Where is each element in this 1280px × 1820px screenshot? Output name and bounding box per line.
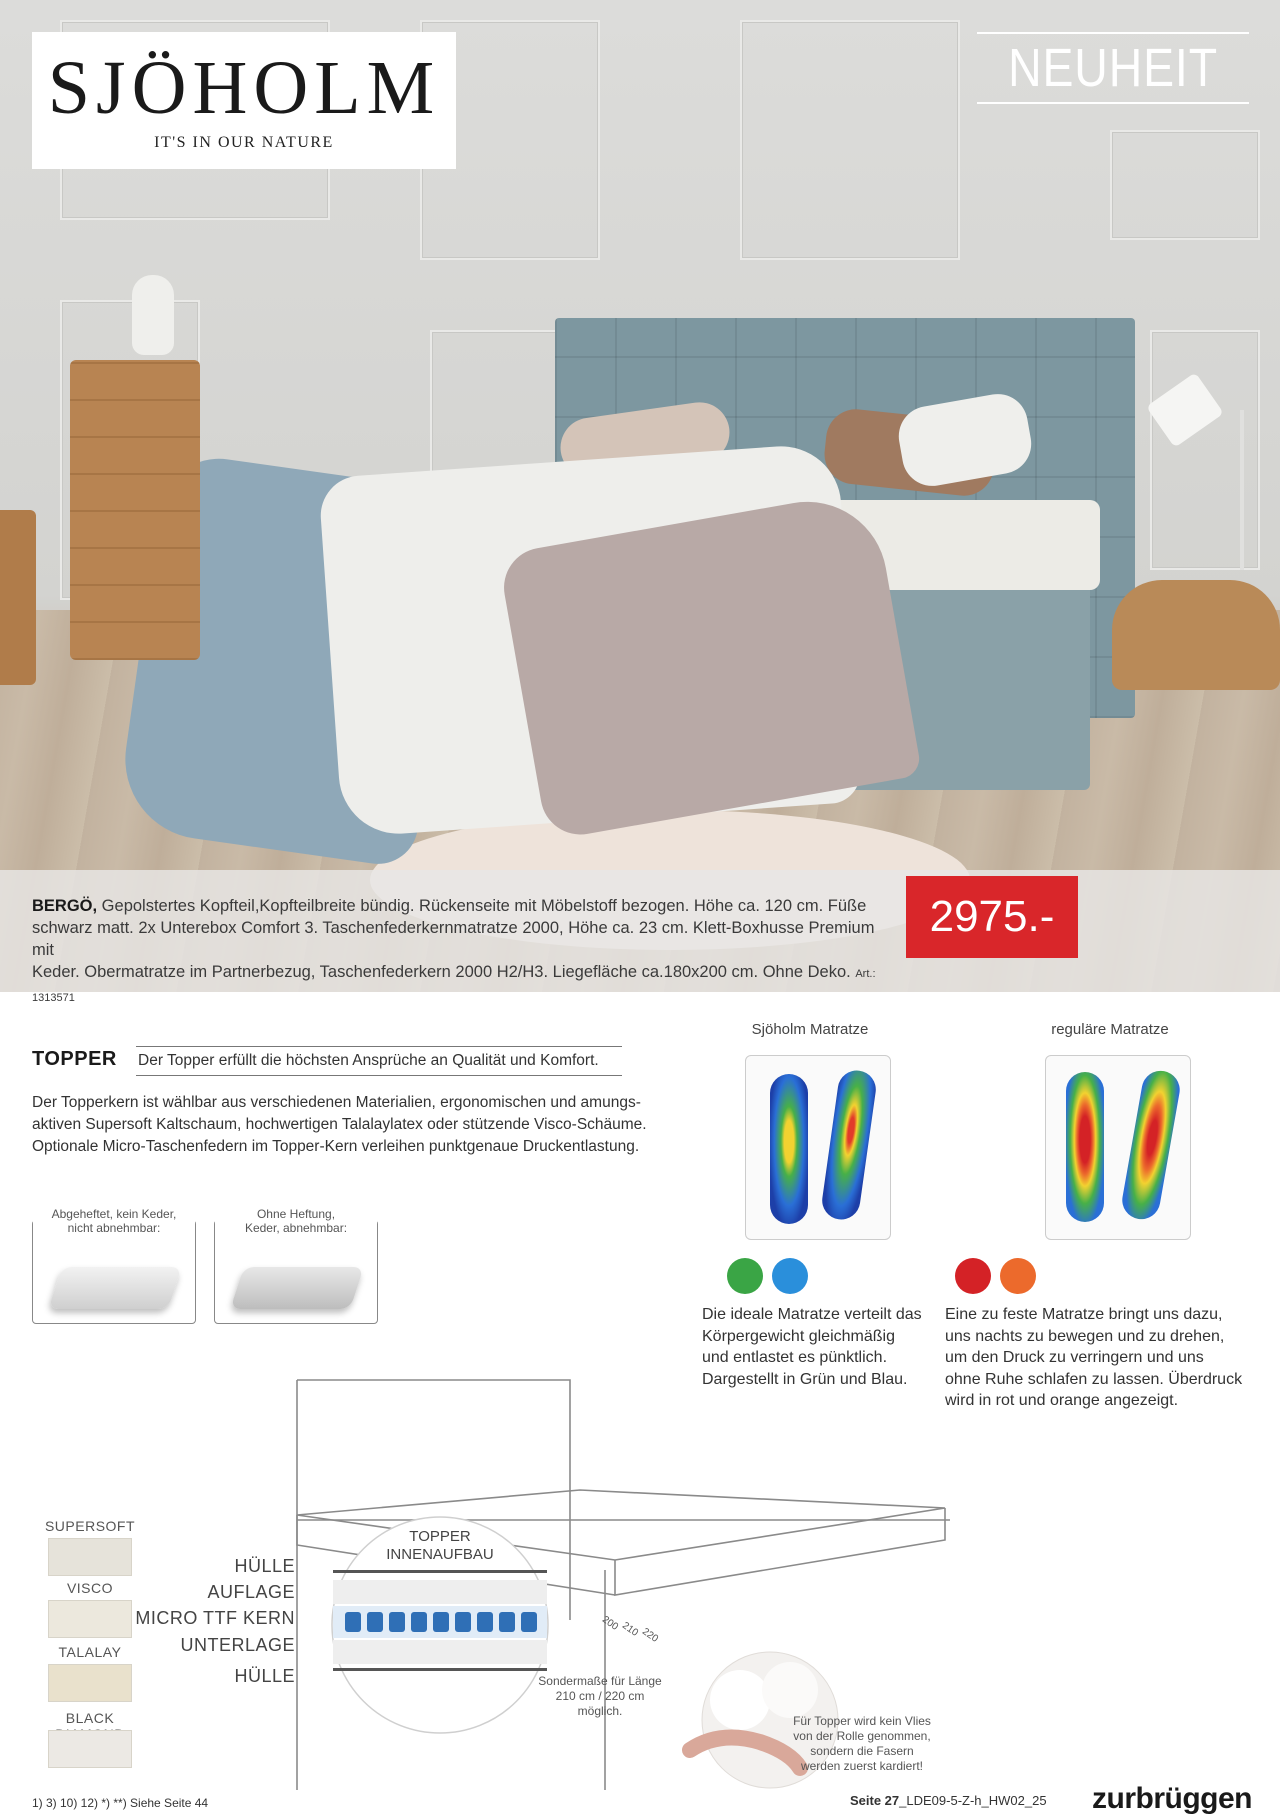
pressure-body: [1119, 1068, 1182, 1222]
brand-tagline: IT'S IN OUR NATURE: [154, 134, 334, 151]
topper-description: [32, 1092, 672, 1158]
wooden-dresser: [0, 510, 36, 685]
description-line: Keder. Obermatratze im Partnerbezug, Taschenfederkern 2000 H2/H3. Liegefläche ca.180x200 cm. Ohne Deko.: [32, 963, 851, 981]
wooden-dresser: [70, 360, 200, 660]
retailer-logo: zurbrüggen: [1092, 1782, 1252, 1815]
footnote: 1) 3) 10) 12) *) **) Siehe Seite 44: [32, 1796, 209, 1810]
topper-subtitle: Der Topper erfüllt die höchsten Ansprüche an Qualität und Komfort.: [136, 1046, 622, 1076]
material-label: SUPERSOFT: [44, 1518, 136, 1534]
material-swatch: [48, 1730, 132, 1768]
topper-description-line: Der Topperkern ist wählbar aus verschiedenen Materialien, ergonomischen und amungs-: [32, 1094, 641, 1111]
material-swatch: [48, 1600, 132, 1638]
new-badge-label: NEUHEIT: [1008, 38, 1218, 98]
green-indicator: [727, 1258, 763, 1294]
material-label: TALALAY: [58, 1644, 122, 1660]
material-label: BLACK: [65, 1710, 115, 1726]
wall-panel: [740, 20, 960, 260]
regular-mattress-label: reguläre Matratze: [1051, 1021, 1169, 1038]
product-name: BERGÖ,: [32, 897, 98, 915]
topper-pad-image: [48, 1267, 182, 1309]
page-code: [850, 1793, 1047, 1808]
catalog-code: _LDE09-5-Z-h_HW02_25: [899, 1793, 1047, 1808]
topper-pad-image: [230, 1267, 364, 1309]
topper-heading: TOPPER: [32, 1048, 117, 1070]
wall-panel: [1110, 130, 1260, 240]
page-number: Seite 27: [850, 1793, 900, 1808]
layer-callout: UNTERLAGE: [180, 1635, 295, 1655]
brand-logo: [32, 32, 456, 169]
price-tag: 2975.-: [906, 876, 1078, 958]
pressure-body: [820, 1068, 879, 1222]
topper-type-label: Ohne Heftung, Keder, abnehmbar:: [215, 1207, 377, 1235]
dimension-label: 220: [640, 1626, 660, 1645]
cross-section-layers: [333, 1570, 547, 1671]
topper-type-label: Abgeheftet, kein Keder, nicht abnehmbar:: [33, 1207, 195, 1235]
dimension-label: 200: [600, 1614, 620, 1633]
brand-name: SJÖHOLM: [47, 46, 441, 130]
article-number: Art.: 1313571: [32, 968, 876, 1004]
circle-title: TOPPER INNENAUFBAU: [386, 1528, 494, 1563]
material-swatch: [48, 1664, 132, 1702]
fiber-note: Für Topper wird kein Vlies von der Rolle genommen, sondern die Fasern werden zuerst kardiert!: [793, 1714, 931, 1773]
orange-indicator: [1000, 1258, 1036, 1294]
topper-type-stitched: [32, 1207, 196, 1324]
topper-description-line: aktiven Supersoft Kaltschaum, hochwertigen Talalaylatex oder stützende Visco-Schäume.: [32, 1116, 647, 1133]
new-badge: [977, 32, 1249, 104]
description-line: schwarz matt. 2x Unterebox Comfort 3. Taschenfederkernmatratze 2000, Höhe ca. 23 cm. Klett-Boxhusse Premium mit: [32, 919, 875, 959]
sjoeholm-mattress-label: Sjöholm Matratze: [751, 1021, 869, 1038]
pressure-body: [1066, 1072, 1104, 1222]
blue-indicator: [772, 1258, 808, 1294]
material-swatch: [48, 1538, 132, 1576]
layer-callout: MICRO TTF KERN: [135, 1608, 295, 1628]
topper-type-removable: [214, 1207, 378, 1324]
description-line: Gepolstertes Kopfteil,Kopfteilbreite bündig. Rückenseite mit Möbelstoff bezogen. Höhe ca. 120 cm. Füße: [97, 897, 867, 915]
sjoeholm-explanation: Die ideale Matratze verteilt das Körpergewicht gleichmäßig und entlastet es pünktlich. Dargestellt in Grün und Blau.: [702, 1306, 922, 1388]
material-label: VISCO: [66, 1580, 114, 1596]
layer-callout: AUFLAGE: [207, 1582, 295, 1602]
nightstand: [1112, 580, 1280, 690]
topper-diagram: [0, 1370, 1280, 1790]
topper-description-line: Optionale Micro-Taschenfedern im Topper-Kern verleihen punktgenaue Druckentlastung.: [32, 1138, 640, 1155]
vase: [132, 275, 174, 355]
regular-pressure-map: [1045, 1055, 1191, 1240]
red-indicator: [955, 1258, 991, 1294]
length-note: Sondermaße für Länge 210 cm / 220 cm möglich.: [538, 1674, 662, 1718]
pressure-body: [770, 1074, 808, 1224]
product-description: [32, 895, 892, 1009]
lamp-pole: [1240, 410, 1244, 570]
layer-callout: HÜLLE: [234, 1556, 295, 1576]
dimension-label: 210: [620, 1620, 640, 1639]
bed-line-drawing: [0, 1370, 1280, 1790]
layer-callout: HÜLLE: [234, 1666, 295, 1686]
sjoeholm-pressure-map: [745, 1055, 891, 1240]
regular-explanation: Eine zu feste Matratze bringt uns dazu, uns nachts zu bewegen und zu drehen, um den Druck zu verringern und uns ohne Ruhe schlafen zu lassen. Überdruck wird in rot und orange angezeigt.: [945, 1306, 1243, 1409]
